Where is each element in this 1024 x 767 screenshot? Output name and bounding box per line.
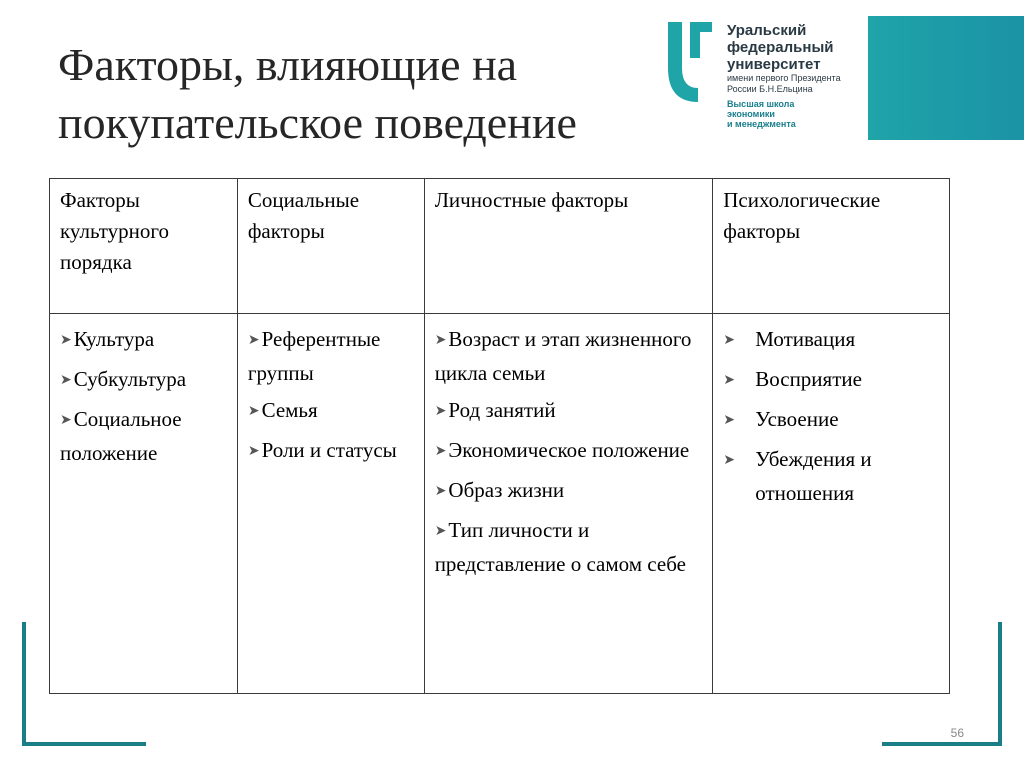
logo-line-1: Уральский xyxy=(727,22,807,39)
list-item: ➤Роли и статусы xyxy=(247,438,397,462)
list-item: ➤Тип личности и представление о самом себе xyxy=(434,518,686,576)
list-item: ➤Экономическое положение xyxy=(434,438,690,462)
slide-title-line-2: покупательское поведение xyxy=(58,97,577,148)
arrow-bullet-icon: ➤ xyxy=(247,404,260,419)
logo-line-5: России Б.Н.Ельцина xyxy=(727,84,813,94)
university-logo-icon xyxy=(664,18,716,106)
corner-bracket-right-vertical xyxy=(998,622,1002,746)
university-logo-text xyxy=(727,22,841,129)
list-item: ➤Образ жизни xyxy=(434,478,565,502)
arrow-bullet-icon: ➤ xyxy=(434,524,447,539)
corner-bracket-left-horizontal xyxy=(22,742,146,746)
arrow-bullet-icon: ➤ xyxy=(723,373,735,388)
list-item: ➤Семья xyxy=(247,398,318,422)
arrow-bullet-icon: ➤ xyxy=(60,333,72,348)
list-item: ➤Культура xyxy=(60,327,155,351)
page-number: 56 xyxy=(950,726,964,740)
cell-social xyxy=(237,314,424,694)
arrow-bullet-icon: ➤ xyxy=(434,333,447,348)
arrow-bullet-icon: ➤ xyxy=(723,453,735,468)
logo-accent-band xyxy=(868,16,1024,140)
logo-line-8: и менеджмента xyxy=(727,119,796,129)
list-item: ➤Возраст и этап жизненного цикла семьи xyxy=(434,327,692,385)
header-social: Социальные факторы xyxy=(237,179,424,314)
logo-line-3: университет xyxy=(727,56,821,73)
arrow-bullet-icon: ➤ xyxy=(723,413,735,428)
arrow-bullet-icon: ➤ xyxy=(434,404,447,419)
list-item: ➤Референтные группы xyxy=(247,327,381,385)
list-item: ➤Род занятий xyxy=(434,398,556,422)
cell-psychological xyxy=(713,314,950,694)
arrow-bullet-icon: ➤ xyxy=(723,333,735,348)
arrow-bullet-icon: ➤ xyxy=(60,413,72,428)
logo-line-2: федеральный xyxy=(727,39,834,56)
list-item: ➤Социальное положение xyxy=(60,407,182,465)
arrow-bullet-icon: ➤ xyxy=(434,444,447,459)
arrow-bullet-icon: ➤ xyxy=(60,373,72,388)
cell-cultural xyxy=(50,314,238,694)
header-psychological: Психологические факторы xyxy=(713,179,950,314)
corner-bracket-left-vertical xyxy=(22,622,26,746)
logo-line-4: имени первого Президента xyxy=(727,73,841,83)
list-item: ➤ Восприятие xyxy=(723,364,939,398)
table-body-row xyxy=(50,314,950,694)
arrow-bullet-icon: ➤ xyxy=(247,444,260,459)
list-item: ➤ Усвоение xyxy=(723,404,939,438)
corner-bracket-right-horizontal xyxy=(882,742,1002,746)
logo-line-6: Высшая школа xyxy=(727,99,795,109)
cell-personal xyxy=(424,314,713,694)
slide-title-line-1: Факторы, влияющие на xyxy=(58,39,518,90)
table-header-row xyxy=(50,179,950,314)
logo-line-7: экономики xyxy=(727,109,775,119)
arrow-bullet-icon: ➤ xyxy=(247,333,260,348)
list-item: ➤ Мотивация xyxy=(723,324,939,358)
list-item: ➤ Убеждения и отношения xyxy=(723,447,872,505)
factors-table xyxy=(49,178,950,694)
arrow-bullet-icon: ➤ xyxy=(434,484,447,499)
slide-title xyxy=(58,36,678,152)
header-cultural: Факторы культурного порядка xyxy=(50,179,238,314)
header-personal: Личностные факторы xyxy=(424,179,713,314)
list-item: ➤Субкультура xyxy=(60,367,187,391)
